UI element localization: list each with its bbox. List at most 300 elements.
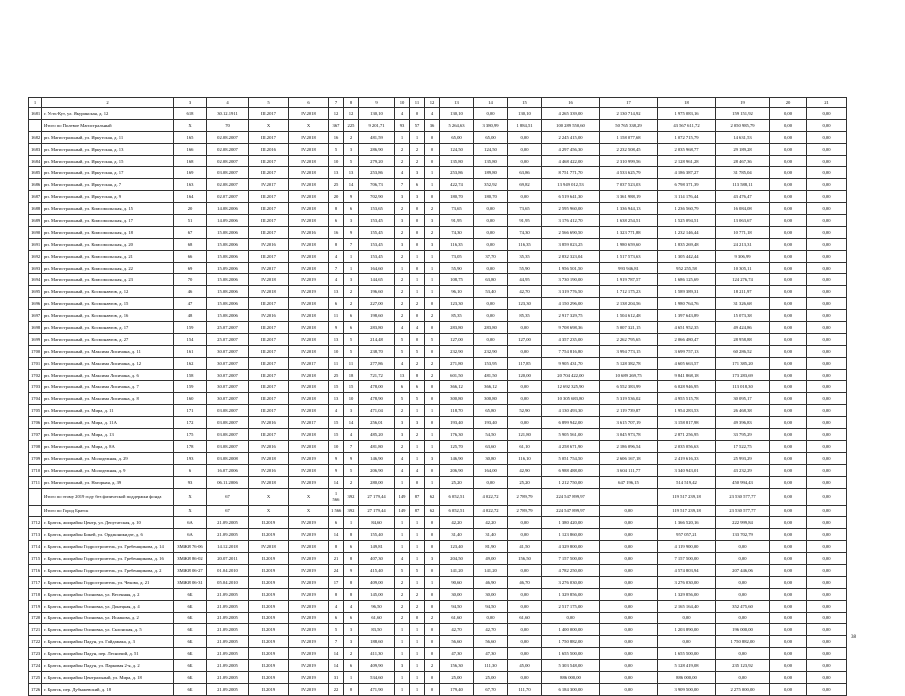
table-cell: 0,00 [807,464,847,476]
table-row [29,226,847,238]
table-cell: 1 655 500,00 [658,648,716,660]
table-cell: 31 326,68 [716,298,770,310]
table-cell: 0,00 [600,683,658,695]
table-cell: 13 [329,333,344,345]
table-cell: 1 750 882,00 [542,636,600,648]
table-cell: 0,00 [658,612,716,624]
table-cell: 1708 [29,440,42,452]
table-cell: 10 [329,345,344,357]
column-number: 12 [425,98,440,108]
table-cell: 1 [410,660,425,672]
table-cell: 96,50 [359,600,395,612]
table-cell: 1 232 146,44 [658,226,716,238]
table-cell: 193 [174,452,207,464]
address-cell: рп. Магистральный, ул. Нагорная, д. 39 [42,476,174,488]
table-row [29,529,847,541]
table-cell: 0,00 [716,541,770,553]
table-cell: 6Б [174,624,207,636]
table-cell: IV.2018 [289,191,329,203]
table-cell: 57 [410,119,425,131]
table-cell: 10 305 683,80 [542,393,600,405]
table-cell: 21.09.2005 [207,624,249,636]
table-cell: 0,00 [508,393,542,405]
table-row [29,624,847,636]
table-cell: 478,00 [359,381,395,393]
table-cell: 62 [425,488,440,505]
table-cell: IV.2016 [289,226,329,238]
table-cell: 14.09.2006 [207,215,249,227]
table-cell: 28 467,36 [716,155,770,167]
table-cell: 0,00 [807,226,847,238]
table-cell: 0,00 [807,131,847,143]
table-cell: 53,40 [474,286,508,298]
column-number: 8 [344,98,359,108]
table-cell: 193,40 [440,417,474,429]
table-cell: 30,80 [474,452,508,464]
table-cell: III.2017 [249,226,289,238]
table-cell: 68 [174,238,207,250]
table-cell: IV.2019 [289,683,329,695]
table-cell: 0,00 [807,238,847,250]
table-cell: IV.2018 [289,262,329,274]
table-cell: 0,00 [600,541,658,553]
table-cell: 69,82 [508,179,542,191]
table-cell: 43 567 611,72 [658,119,716,131]
table-cell: 20 [174,203,207,215]
table-cell: 9 201,71 [359,119,395,131]
table-cell: IV.2018 [289,250,329,262]
column-number: 6 [289,98,329,108]
table-cell: 225 [344,119,359,131]
table-cell: 1 [344,250,359,262]
table-cell: 133 702,79 [716,529,770,541]
table-cell: 1 [395,517,410,529]
table-cell: 0,00 [770,588,807,600]
table-cell: 14 [344,179,359,191]
table-cell: 7 [344,440,359,452]
table-cell: 0,00 [807,119,847,131]
table-cell: 0,00 [770,203,807,215]
table-cell: 279,20 [359,155,395,167]
table-cell: 9 [344,564,359,576]
table-cell: 4 [410,322,425,334]
table-cell: 1681 [29,108,42,120]
table-cell: 2 [344,476,359,488]
table-cell: IV.2018 [249,541,289,553]
table-cell: 70 [174,274,207,286]
table-cell: 0,00 [807,529,847,541]
table-cell: 21.09.2005 [207,600,249,612]
table-cell: 9 [344,226,359,238]
address-cell: рп. Магистральный, ул. Мира, д. 11 [42,405,174,417]
table-cell: 2 [344,648,359,660]
table-cell: 7 157 500,00 [658,553,716,565]
table-cell: 0,00 [474,226,508,238]
address-cell: г. Братск, жилрайон Осиновка, ул. Склонская, д. 5 [42,624,174,636]
table-cell: 0,00 [600,600,658,612]
table-cell: 45,00 [508,660,542,672]
table-cell: 0,00 [807,517,847,529]
table-cell [29,505,42,517]
table-cell: IV.2019 [289,600,329,612]
address-cell: рп. Магистральный, ул. Комсомольская, д. 20 [42,238,174,250]
table-cell: 9 [329,452,344,464]
table-cell: 74,30 [508,226,542,238]
table-cell: III.2017 [249,333,289,345]
table-cell: Х [289,488,329,505]
table-cell: 135,80 [440,155,474,167]
column-number: 21 [807,98,847,108]
table-cell: 2 [410,588,425,600]
table-cell: 2 [395,250,410,262]
table-cell: 0,00 [600,588,658,600]
table-row [29,322,847,334]
table-cell: 2 [410,429,425,441]
table-cell: 1716 [29,564,42,576]
table-cell: 0 [425,381,440,393]
table-cell: 1 [344,262,359,274]
table-cell: 721,72 [359,369,395,381]
table-cell: 1 [425,167,440,179]
table-cell: 21.09.2005 [207,683,249,695]
table-row [29,215,847,227]
table-cell: 0,00 [508,345,542,357]
table-cell: 1690 [29,226,42,238]
table-cell: III.2017 [249,203,289,215]
table-cell: 121,80 [508,429,542,441]
table-cell: 6Б [174,636,207,648]
table-cell: 25 [329,179,344,191]
table-cell: 6 052,51 [440,488,474,505]
table-cell: 0,00 [807,369,847,381]
table-cell: 2 050 985,79 [716,119,770,131]
table-cell: 1 504 612,48 [600,310,658,322]
address-cell: рп. Магистральный, ул. Космонавтов, д. 16 [42,310,174,322]
table-cell: II.2019 [249,683,289,695]
table-cell: 2 [395,600,410,612]
table-cell: 14.08.2006 [207,203,249,215]
table-cell: 90,60 [440,576,474,588]
table-cell: III.2017 [249,429,289,441]
address-cell: рп. Магистральный, ул. Мира, д. 13 [42,429,174,441]
address-cell: рп. Магистральный, ул. Космонавтов, д. 17 [42,322,174,334]
table-cell: 81,90 [474,541,508,553]
table-cell: IV.2018 [249,274,289,286]
table-cell: Х [249,505,289,517]
table-cell: 2 [395,286,410,298]
table-cell: 5 128 419,08 [658,660,716,672]
table-cell: 1 [395,648,410,660]
table-cell: 0,00 [807,250,847,262]
table-cell: 25,20 [440,476,474,488]
table-row [29,440,847,452]
table-cell: 2 035 968,77 [658,143,716,155]
table-cell: 4 [425,108,440,120]
table-cell: 1 [395,541,410,553]
table-cell: 11 [344,357,359,369]
table-cell: 366,12 [440,381,474,393]
table-cell: 84,60 [359,517,395,529]
table-cell: 0,00 [770,369,807,381]
table-cell: 300,80 [474,393,508,405]
table-cell: 21.09.2005 [207,612,249,624]
column-number: 4 [207,98,249,108]
table-cell: 17 [329,576,344,588]
table-cell: 2 035 056,63 [658,440,716,452]
table-cell: 4 022,72 [474,505,508,517]
table-row [29,274,847,286]
table-cell: 30.07.2007 [207,345,249,357]
table-cell: 9 [344,452,359,464]
table-cell: 2 [395,274,410,286]
table-cell: 28 958,88 [716,333,770,345]
table-cell: 159 [174,381,207,393]
table-cell: 5 [410,564,425,576]
table-cell: 1715 [29,553,42,565]
table-cell: 206,90 [440,464,474,476]
table-cell: 145,00 [359,588,395,600]
column-number: 11 [410,98,425,108]
table-cell: 166 [174,143,207,155]
table-cell: 1698 [29,322,42,334]
table-cell: 1689 [29,215,42,227]
table-cell: 0,00 [658,636,716,648]
table-cell: 10 [344,393,359,405]
table-cell: 02.08.2007 [207,155,249,167]
table-cell: 6А [174,529,207,541]
column-number: 5 [249,98,289,108]
table-row [29,203,847,215]
table-cell: IV.2017 [249,262,289,274]
address-cell: г. Братск, жилрайон Гидростроитель, ул. Гребенщикова, д. 14 [42,541,174,553]
table-cell: IV.2019 [289,517,329,529]
address-cell: г. Братск, пер. Дубыжевский, д. 18 [42,683,174,695]
table-cell: 3 176 412,70 [542,215,600,227]
table-cell: 1702 [29,369,42,381]
table-cell: 1 [410,405,425,417]
table-cell: 1 686 125,69 [658,274,716,286]
table-cell: 0,00 [508,624,542,636]
table-cell: 0,00 [807,648,847,660]
column-number: 19 [716,98,770,108]
table-cell: 123,40 [440,541,474,553]
table-cell: 30,00 [440,588,474,600]
table-cell: 1691 [29,238,42,250]
address-cell: рп. Магистральный, ул. Максима Лисичина, д. 6 [42,369,174,381]
table-cell: 1711 [29,476,42,488]
table-cell: 5 128 382,78 [600,357,658,369]
table-cell: 55,90 [440,262,474,274]
table-cell: 0,00 [716,612,770,624]
table-cell: 0 [425,683,440,695]
table-cell: 224 547 899,97 [542,505,600,517]
table-cell: 1 072 715,79 [658,131,716,143]
table-cell: Х [289,505,329,517]
table-cell: 0,00 [474,203,508,215]
table-cell: 4 [329,250,344,262]
table-cell: 0,00 [807,671,847,683]
table-cell: 15.09.2006 [207,262,249,274]
table-cell: 42,70 [440,624,474,636]
table-cell: 9 905 431,70 [542,357,600,369]
table-cell: 49,00 [474,553,508,565]
table-cell: 0,00 [508,600,542,612]
table-cell: 196,60 [359,286,395,298]
table-cell: 1686 [29,179,42,191]
table-cell: 6 [344,541,359,553]
address-cell: рп. Магистральный, ул. Комсомольская, д. 23 [42,274,174,286]
table-cell: 74,30 [440,226,474,238]
address-cell: рп. Магистральный, ул. Иркутская, д. 17 [42,167,174,179]
table-cell: 15.08.2006 [207,250,249,262]
table-row [29,298,847,310]
table-cell: 1712 [29,517,42,529]
table-cell: 6Б [174,671,207,683]
table-cell: 1 [425,429,440,441]
table-row [29,310,847,322]
table-cell: 3 730 190,00 [542,274,600,286]
table-row [29,488,847,505]
table-cell: 168 [174,155,207,167]
table-cell: 0 [425,155,440,167]
table-cell: 15.08.2006 [207,226,249,238]
table-cell: 1683 [29,143,42,155]
table-cell: 156,50 [508,553,542,565]
table-cell: 2 [395,405,410,417]
address-cell: рп. Магистральный, ул. Комсомольская, д. 15 [42,203,174,215]
table-cell: 06.11.2006 [207,476,249,488]
table-cell: 1682 [29,131,42,143]
table-cell: 119 517 239,18 [658,488,716,505]
address-cell: рп. Магистральный, ул. Космонавтов, д. 12 [42,286,174,298]
table-cell: 481,59 [359,131,395,143]
table-cell: 5 [344,345,359,357]
table-cell: III.2017 [249,393,289,405]
table-cell: 1 [410,576,425,588]
table-cell: 1699 [29,333,42,345]
table-cell: 0,00 [807,624,847,636]
table-cell: 42,70 [474,624,508,636]
table-cell: 232,90 [474,345,508,357]
table-cell: 0,00 [770,143,807,155]
table-cell: 1688 [29,203,42,215]
table-cell: 179,40 [440,683,474,695]
table-cell: 17 522,75 [716,440,770,452]
table-row [29,393,847,405]
table-row [29,683,847,695]
table-cell: 2 [344,298,359,310]
table-cell: 224 547 899,97 [542,488,600,505]
table-cell: 1 980 764,76 [658,298,716,310]
table-cell: 0,00 [807,612,847,624]
table-cell: 67 [207,488,249,505]
table-cell: 60 286,52 [716,345,770,357]
table-cell: 6 [329,298,344,310]
table-cell: III.2017 [249,108,289,120]
table-cell: 618 [174,108,207,120]
table-cell: 0,00 [807,505,847,517]
table-cell: 5 [329,143,344,155]
table-cell: 0 [425,417,440,429]
table-cell: 277,86 [359,357,395,369]
table-cell: 15 [329,417,344,429]
table-cell: 2 917 329,75 [542,310,600,322]
table-cell: III.2017 [249,369,289,381]
column-number: 14 [474,98,508,108]
table-cell: 116,35 [440,238,474,250]
table-cell: 415,40 [359,564,395,576]
table-cell: 0,00 [600,660,658,672]
table-cell: 03.08.2008 [207,452,249,464]
table-cell: 149 [395,488,410,505]
table-cell: 0,00 [770,250,807,262]
table-cell: 91,95 [440,215,474,227]
table-cell: II.2019 [249,553,289,565]
table-cell: 2 066 480,47 [658,333,716,345]
table-cell: 256,01 [359,417,395,429]
table-cell: 73,65 [508,203,542,215]
table-cell: 0,00 [716,576,770,588]
table-cell: 4 186 387,27 [658,167,716,179]
table-cell: 5 303 548,00 [542,660,600,672]
table-cell: 0,00 [807,274,847,286]
table-cell: 8 [329,203,344,215]
table-cell: 6Б [174,683,207,695]
table-cell: 3 [344,274,359,286]
table-cell: 0,00 [770,564,807,576]
table-cell: 0,00 [807,564,847,576]
table-cell: IV.2018 [289,381,329,393]
table-cell: 146,90 [359,452,395,464]
table-cell: 156,30 [440,660,474,672]
address-cell: г. Братск, жилрайон Осиновка, ул. Исаакова, д. 2 [42,612,174,624]
table-cell: 0 [425,393,440,405]
table-cell: 886 000,00 [542,671,600,683]
table-cell: 3 [344,143,359,155]
table-cell: 1684 [29,155,42,167]
table-cell: 155,45 [359,226,395,238]
table-cell: 130,10 [359,108,395,120]
table-cell: 2 [425,203,440,215]
address-cell: рп. Магистральный, ул. Иркутская, д. 9 [42,191,174,203]
table-cell: 67,70 [474,683,508,695]
table-cell: 61,10 [508,440,542,452]
table-row [29,345,847,357]
table-cell: 1 [410,452,425,464]
table-cell: 0 [425,588,440,600]
table-cell: Х [174,505,207,517]
column-number: 18 [658,98,716,108]
table-cell: 422,74 [440,179,474,191]
table-cell: 5 [329,624,344,636]
table-cell: 1 [395,636,410,648]
table-cell: IV.2019 [289,648,329,660]
table-cell: 35,35 [508,250,542,262]
table-cell: 15.08.2006 [207,274,249,286]
table-cell: IV.2018 [289,393,329,405]
table-cell: 5 [395,564,410,576]
table-cell: 3 340 943,01 [658,464,716,476]
table-cell: III.2017 [249,191,289,203]
table-cell: 67 [174,226,207,238]
table-cell: IV.2018 [289,345,329,357]
table-row [29,381,847,393]
table-cell: 135,80 [474,155,508,167]
table-cell: 198,60 [359,310,395,322]
table-cell: 1 [410,624,425,636]
table-cell: 2 [410,600,425,612]
table-cell: 1 [395,624,410,636]
